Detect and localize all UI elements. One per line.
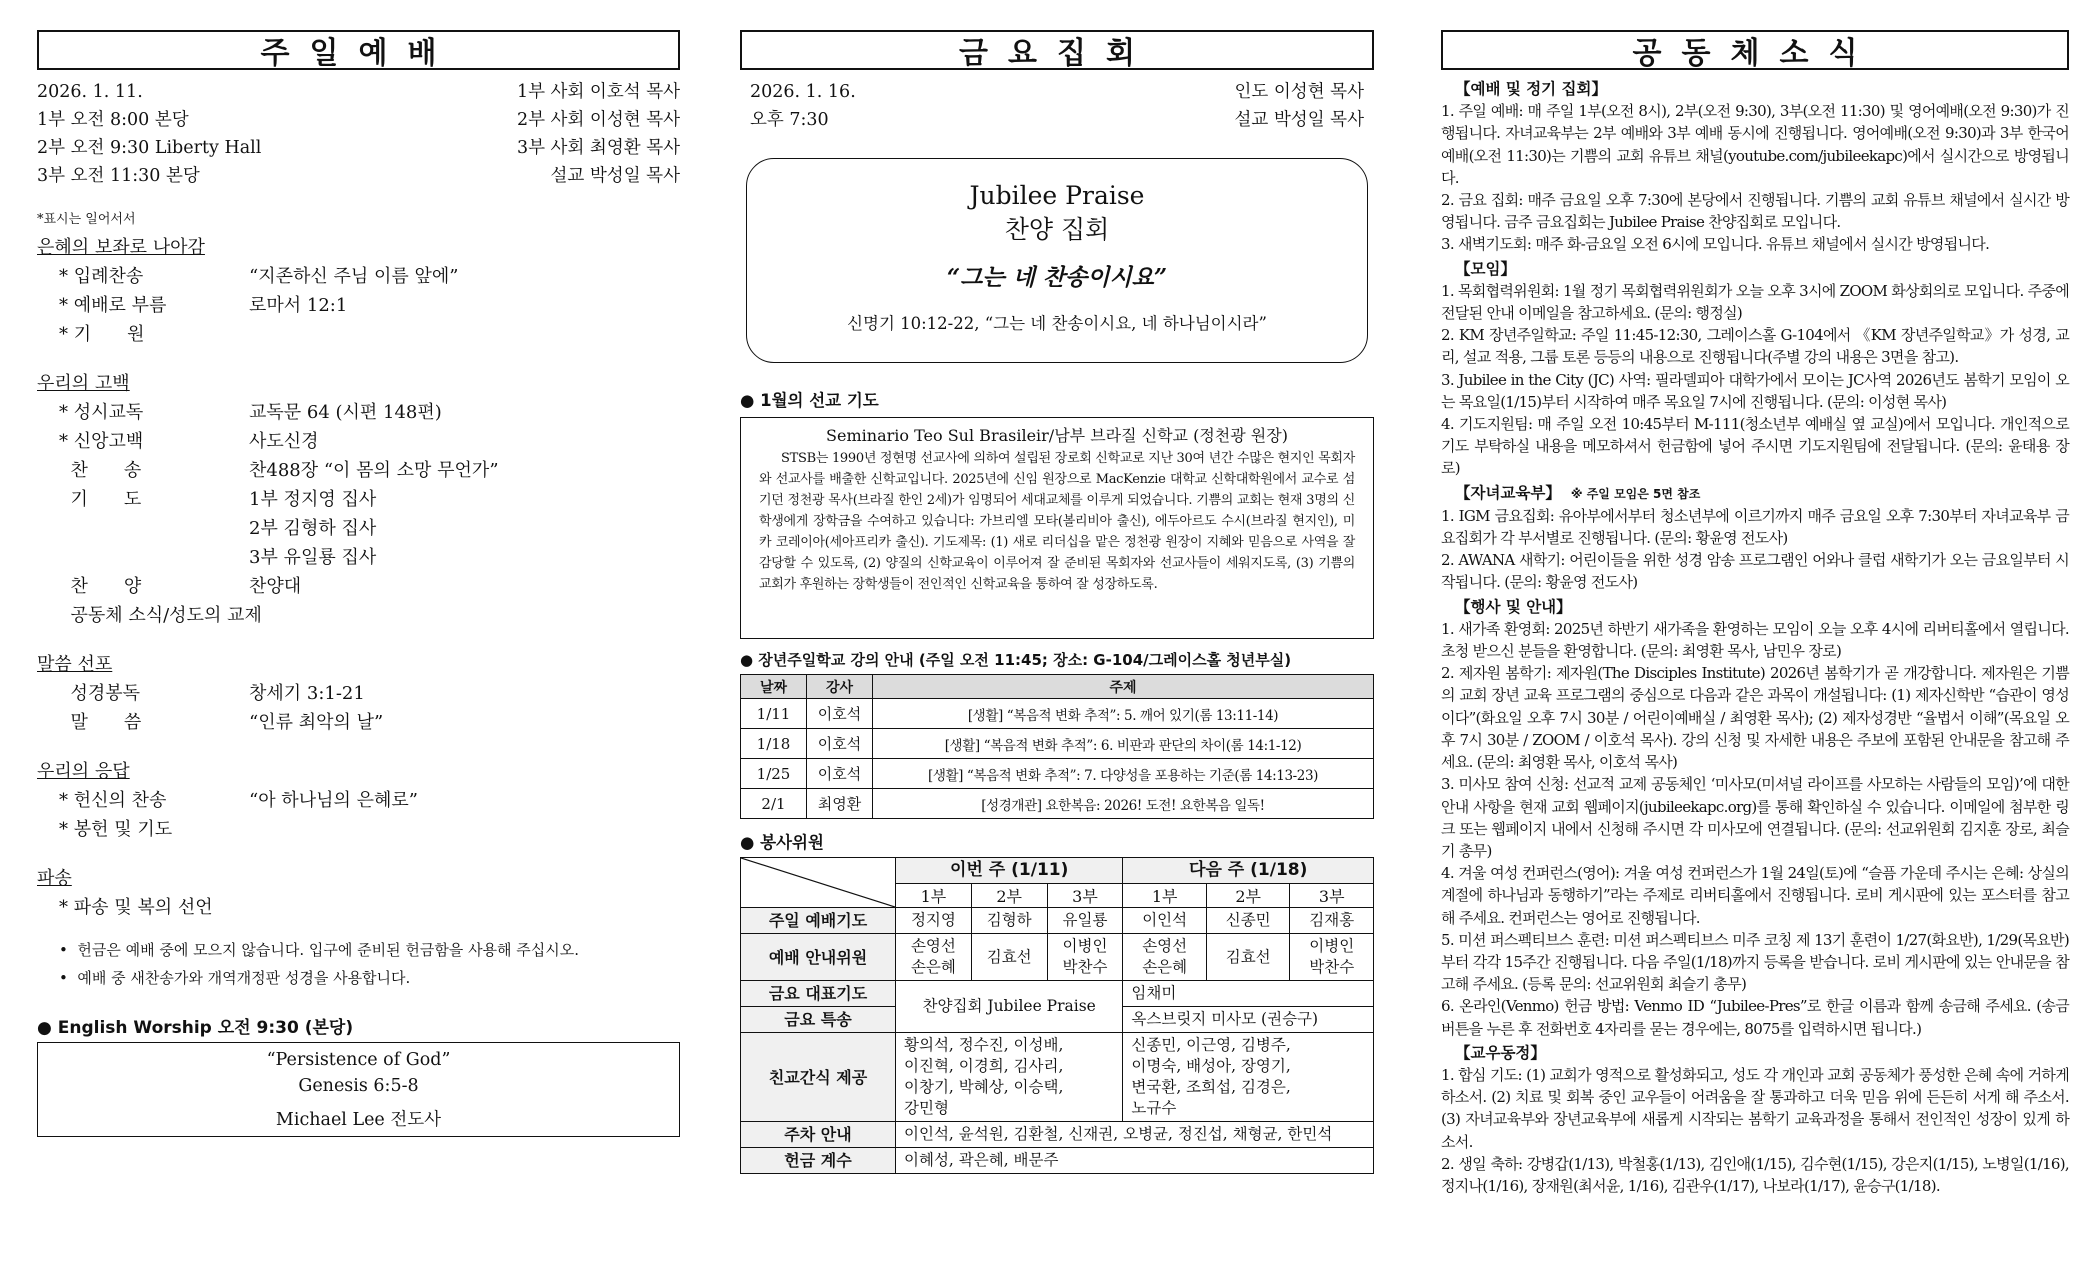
- lecture-speaker: 이호석: [807, 699, 873, 729]
- mission-heading: ● 1월의 선교 기도: [740, 391, 879, 410]
- part-header: 2부: [971, 884, 1047, 908]
- order-item-value: [249, 815, 680, 844]
- service-leaders: [517, 78, 680, 190]
- snack-row: [741, 1033, 1374, 1122]
- leader-1: 1부 사회 이호석 목사: [516, 82, 680, 102]
- parking-value: 이인석, 윤석원, 김환철, 신재권, 오병균, 정진섭, 채형균, 한민석: [896, 1122, 1374, 1148]
- lecture-date: 2/1: [741, 789, 807, 819]
- lecture-date: 1/18: [741, 729, 807, 759]
- friday-special-next: 옥스브릿지 미사모 (권승구): [1123, 1007, 1374, 1033]
- news-section-title: 【예배 및 정기 집회】: [1455, 80, 1608, 98]
- order-item-value: 찬양대: [249, 576, 302, 597]
- praise-title-ko: 찬양 집회: [1004, 215, 1110, 244]
- diagonal-line: [741, 858, 895, 907]
- order-item-label: * 성시교독: [59, 402, 144, 423]
- news-section-title: 【모임】: [1455, 259, 1516, 278]
- lecture-row: [741, 759, 1374, 789]
- snack-this: 황의석, 정수진, 이성배, 이진혁, 이경희, 김사리, 이창기, 박혜상, 이승택, 강민형: [896, 1033, 1123, 1122]
- worship-notes: [37, 936, 680, 991]
- lecture-speaker: 이호석: [807, 729, 873, 759]
- friday-preacher: 설교 박성일 목사: [1234, 110, 1364, 130]
- order-item-label: * 신앙고백: [59, 431, 144, 452]
- standing-note: *표시는 일어서서: [37, 212, 136, 227]
- order-item-value: 교독문 64 (시편 148편): [249, 402, 442, 423]
- name-cell: 이병인 박찬수: [1290, 934, 1374, 981]
- name-cell: 김재홍: [1290, 908, 1374, 934]
- worship-date: 2026. 1. 11.: [37, 82, 143, 102]
- volunteers-heading: ● 봉사위원: [740, 833, 824, 852]
- news-section-title: 【행사 및 안내】: [1455, 597, 1572, 616]
- offering-value: 이혜성, 곽은혜, 배문주: [896, 1148, 1374, 1174]
- lecture-col-speaker: 강사: [807, 675, 873, 699]
- news-item: 2. 제자원 봄학기: 제자원(The Disciples Institute) 2026년 봄학기가 곧 개강합니다. 제자원은 기쁨의 교회 장년 교육 프로그램의 중심으로 다음과 같은 과목이 개설됩니다: (1) 제자신학반 “습관이 영성이다”(화요일 오후 7시 30분 / 어린이예배실 / 최영환 목사); (2) 제자성경반 “율법서 이해”(목요일 오후 7시 30분 / ZOOM / 이호석 목사). 강의 신청 및 자세한 내용은 주보에 포함된 안내문을 참고해 주세요. (문의: 최영환 목사, 이호석 목사): [1441, 664, 2069, 772]
- order-item-value: 3부 유일룡 집사: [249, 547, 377, 568]
- parking-row: [741, 1122, 1374, 1148]
- english-verse: Genesis 6:5-8: [298, 1076, 419, 1096]
- mission-body: STSB는 1990년 정현명 선교사에 의하여 설립된 장로회 신학교로 지난 30여 년간 수많은 현지인 목회자와 선교사를 배출한 신학교입니다. 2025년에 신임 원장으로 MacKenzie 대학교 신학대학원에서 교수로 섬기던 정천광 목사(브라질 한인 2세)가 임명되어 세대교체를 이루게 되었습니다. 기쁨의 교회는 현재 3명의 신학생에게 장학금을 수여하고 있습니다: 가브리엘 모타(볼리비아 출신), 에두아르도 수시(브라질 현지인), 미카 코레이아(세아프리카 출신). 기도제목: (1) 새로 리더십을 맡은 정천광 원장이 지혜와 믿음으로 사역을 잘 감당할 수 있도록, (2) 양질의 신학교육이 이루어져 잘 준비된 목회자와 선교사들이 세워지도록, (3) 기쁨의 교회가 후원하는 장학생들이 전인적인 신학교육을 통하여 잘 성장하도록.: [759, 451, 1355, 592]
- order-item-label: 기 도: [59, 489, 142, 510]
- this-week-header: 이번 주 (1/11): [896, 858, 1123, 884]
- note-bullet: • 예배 중 새찬송가와 개역개정판 성경을 사용합니다.: [59, 969, 411, 987]
- note-bullet: • 헌금은 예배 중에 모으지 않습니다. 입구에 준비된 헌금함을 사용해 주십시오.: [59, 941, 580, 959]
- news-item: 1. IGM 금요집회: 유아부에서부터 청소년부에 이르기까지 매주 금요일 오후 7:30부터 자녀교육부 금요집회가 각 부서별로 진행됩니다. (문의: 황윤영 전도사): [1441, 506, 2069, 548]
- order-item-label: 찬 양: [59, 576, 142, 597]
- news-item: 5. 미션 퍼스펙티브스 훈련: 미션 퍼스펙티브스 미주 코칭 제 13기 훈련이 1/27(화요반), 1/29(목요반)부터 각각 15주간 진행됩니다. 다음 주일(1/18)까지 등록을 받습니다. 로비 게시판에 있는 안내문을 참고해 주세요. (등록 문의: 선교위원회 최슬기 총무): [1441, 930, 2069, 994]
- order-item-label: * 파송 및 복의 선언: [59, 897, 213, 918]
- mission-title: Seminario Teo Sul Brasileir/남부 브라질 신학교 (정천광 원장): [826, 426, 1288, 445]
- news-section-heading: [1441, 596, 2069, 618]
- order-item-value: 창세기 3:1-21: [249, 683, 365, 704]
- section-title: 말씀 선포: [37, 654, 113, 675]
- news-item: 2. AWANA 새학기: 어린이들을 위한 성경 암송 프로그램인 어와나 클럽 새학기가 오는 금요일부터 시작됩니다. (문의: 황윤영 전도사): [1441, 551, 2069, 592]
- order-item: [37, 320, 680, 349]
- lecture-speaker: 이호석: [807, 759, 873, 789]
- order-item-label: * 헌신의 찬송: [59, 790, 167, 811]
- news-item: 2. 생일 축하: 강병갑(1/13), 박철홍(1/13), 김인애(1/15), 김수현(1/15), 강은지(1/15), 노병일(1/16), 정지나(1/16), 장재원(최서윤, 1/16), 김관우(1/17), 나보라(1/17), 윤승구(1/18).: [1441, 1154, 2069, 1195]
- praise-quote: “그는 네 찬송이시요”: [946, 264, 1168, 291]
- snack-next: 신종민, 이근영, 김병주, 이명숙, 배성아, 장영기, 변국환, 조희섭, 김경은, 노규수: [1123, 1033, 1374, 1122]
- order-item-label: 말 씀: [59, 712, 142, 733]
- order-item-label: [37, 514, 249, 543]
- note-text: 헌금은 예배 중에 모으지 않습니다. 입구에 준비된 헌금함을 사용해 주십시오.: [77, 941, 580, 959]
- lecture-topic: [생활] “복음적 변화 추적”: 7. 다양성을 포용하는 기준(롬 14:13-23): [873, 759, 1374, 789]
- mission-box: [740, 417, 1374, 639]
- row-label: 헌금 계수: [741, 1148, 896, 1174]
- sunday-worship-column: [37, 30, 680, 1137]
- lecture-row: [741, 729, 1374, 759]
- row-label: 금요 특송: [741, 1007, 896, 1033]
- service-2: 2부 오전 9:30 Liberty Hall: [37, 138, 262, 158]
- news-section-note: ※ 주일 모임은 5면 참조: [1570, 486, 1701, 501]
- name-cell: 신종민: [1206, 908, 1290, 934]
- diagonal-header-cell: [741, 858, 896, 908]
- friday-special-this: 찬양집회 Jubilee Praise: [896, 981, 1123, 1033]
- name-cell: 김효선: [971, 934, 1047, 981]
- row-label: 예배 안내위원: [741, 934, 896, 981]
- news-item: 3. 미사모 참여 신청: 선교적 교제 공동체인 ‘미사모(미셔널 라이프를 사모하는 사람들의 모임)’에 대한 안내 사항을 현재 교회 웹페이지(jubileekapc.org)를 통해 확인하실 수 있습니다. 이메일에 첨부한 링크 또는 웹페이지 내에서 신청해 주시면 각 미사모에 연결됩니다. (문의: 선교위원회 김지훈 장로, 최슬기 총무): [1441, 775, 2069, 860]
- news-item: 2. KM 장년주일학교: 주일 11:45-12:30, 그레이스홀 G-104에서 《KM 장년주일학교》가 성경, 교리, 설교 적용, 그룹 토론 등등의 내용으로 진행됩니다(주별 강의 내용은 3면을 참고).: [1441, 326, 2069, 367]
- name-cell: 유일룡: [1047, 908, 1123, 934]
- sunday-worship-title: 주일예배: [37, 30, 680, 70]
- row-label: 친교간식 제공: [741, 1033, 896, 1122]
- order-item-value: 2부 김형하 집사: [249, 518, 377, 539]
- news-item: 3. Jubilee in the City (JC) 사역: 필라델피아 대학가에서 모이는 JC사역 2026년도 봄학기 모임이 오는 목요일(1/15)부터 시작하여 매주 목요일 7시에 진행됩니다. (문의: 이성현 목사): [1441, 370, 2069, 411]
- english-worship-heading: ● English Worship 오전 9:30 (본당): [37, 1018, 354, 1038]
- praise-box: [746, 158, 1368, 363]
- order-item-value: [249, 320, 680, 349]
- order-item-label: * 봉헌 및 기도: [59, 819, 173, 840]
- order-item: [37, 786, 680, 815]
- part-header: 1부: [1123, 884, 1207, 908]
- order-item: [37, 485, 680, 514]
- lecture-date: 1/11: [741, 699, 807, 729]
- news-section-heading: [1441, 482, 2069, 505]
- news-item: 1. 목회협력위원회: 1월 정기 목회협력위원회가 오늘 오후 3시에 ZOOM 화상회의로 모입니다. 주중에 전달된 안내 이메일을 참고하세요. (문의: 행정실): [1441, 281, 2069, 323]
- order-of-worship: [37, 233, 680, 922]
- english-speaker: Michael Lee 전도사: [275, 1110, 442, 1130]
- order-item: [37, 427, 680, 456]
- english-worship-box: [37, 1042, 680, 1137]
- news-section-heading: [1441, 1042, 2069, 1064]
- order-item: [37, 708, 680, 737]
- order-item: [37, 514, 680, 543]
- order-item-value: 사도신경: [249, 431, 319, 452]
- friday-gathering-column: [740, 30, 1374, 1174]
- news-section-title: 【자녀교육부】: [1455, 483, 1561, 502]
- name-cell: 김효선: [1206, 934, 1290, 981]
- order-item: [37, 679, 680, 708]
- offering-row: [741, 1148, 1374, 1174]
- order-item: [37, 291, 680, 320]
- lecture-date: 1/25: [741, 759, 807, 789]
- section-title: 파송: [37, 868, 72, 889]
- name-cell: 이병인 박찬수: [1047, 934, 1123, 981]
- order-item-value: 로마서 12:1: [249, 295, 348, 316]
- order-item: [37, 456, 680, 485]
- volunteers-table: [740, 857, 1374, 1174]
- service-1: 1부 오전 8:00 본당: [37, 110, 189, 130]
- lecture-row: [741, 699, 1374, 729]
- order-item-label: 공동체 소식/성도의 교제: [59, 605, 262, 626]
- community-news-title: 공동체소식: [1441, 30, 2069, 70]
- news-item: 2. 금요 집회: 매주 금요일 오후 7:30에 본당에서 진행됩니다. 기쁨의 교회 유튜브 채널에서 실시간 방영됩니다. 금주 금요집회는 Jubilee Praise 찬양집회로 모입니다.: [1441, 191, 2069, 232]
- order-item-value: 1부 정지영 집사: [249, 489, 377, 510]
- news-section-heading: [1441, 258, 2069, 280]
- friday-rep-row: [741, 981, 1374, 1007]
- praise-title-en: Jubilee Praise: [969, 181, 1145, 210]
- order-item: [37, 601, 680, 630]
- name-cell: 정지영: [896, 908, 972, 934]
- lecture-table: [740, 674, 1374, 819]
- lecture-speaker: 최영환: [807, 789, 873, 819]
- service-3: 3부 오전 11:30 본당: [37, 166, 200, 186]
- lecture-heading: ● 장년주일학교 강의 안내 (주일 오전 11:45; 장소: G-104/그레이스홀 청년부실): [740, 651, 1292, 669]
- news-item: 4. 기도지원팀: 매 주일 오전 10:45부터 M-111(청소년부 예배실 옆 교실)에서 모입니다. 개인적으로 기도 부탁하실 내용을 메모하셔서 헌금함에 넣어 주시면 기도지원팀에 전달됩니다. (문의: 윤태용 장로): [1441, 415, 2069, 478]
- lecture-topic: [생활] “복음적 변화 추적”: 6. 비판과 판단의 차이(롬 14:1-12): [873, 729, 1374, 759]
- news-item: 1. 새가족 환영회: 2025년 하반기 새가족을 환영하는 모임이 오늘 오후 4시에 리버티홀에서 열립니다. 초청 받으신 분들을 환영합니다. (문의: 최영환 목사, 남민우 장로): [1441, 619, 2069, 661]
- order-item-value: [249, 601, 680, 630]
- order-item-value: “아 하나님의 은혜로”: [249, 790, 418, 811]
- section-title: 우리의 응답: [37, 761, 130, 782]
- order-item-value: “지존하신 주님 이름 앞에”: [249, 266, 459, 287]
- order-item-value: 찬488장 “이 몸의 소망 무언가”: [249, 460, 499, 481]
- praise-verse: 신명기 10:12-22, “그는 네 찬송이시요, 네 하나님이시라”: [847, 314, 1267, 333]
- news-item: 3. 새벽기도회: 매주 화-금요일 오전 6시에 모입니다. 유튜브 채널에서 실시간 방영됩니다.: [1441, 235, 1990, 254]
- section-title: 우리의 고백: [37, 373, 130, 394]
- next-week-header: 다음 주 (1/18): [1123, 858, 1374, 884]
- friday-time: 오후 7:30: [750, 110, 829, 130]
- community-news-column: [1441, 30, 2069, 1197]
- lecture-topic: [성경개관] 요한복음: 2026! 도전! 요한복음 일독!: [873, 789, 1374, 819]
- row-label: 주차 안내: [741, 1122, 896, 1148]
- service-times: [37, 78, 261, 190]
- news-item: 6. 온라인(Venmo) 헌금 방법: Venmo ID “Jubilee-Pres”로 한글 이름과 함께 송금해 주세요. (송금 버튼을 누른 후 전화번호 4자리를 묻는 경우에는, 8075를 입력하시면 됩니다.): [1441, 997, 2069, 1038]
- news-section-heading: [1441, 78, 2069, 100]
- lecture-row: [741, 789, 1374, 819]
- part-header: 2부: [1206, 884, 1290, 908]
- prayer-row: [741, 908, 1374, 934]
- friday-leader: 인도 이성현 목사: [1234, 82, 1364, 102]
- order-item-label: * 입례찬송: [59, 266, 144, 287]
- leader-2: 2부 사회 이성현 목사: [516, 110, 680, 130]
- part-header: 3부: [1290, 884, 1374, 908]
- lecture-col-date: 날짜: [741, 675, 807, 699]
- name-cell: 손영선 손은혜: [1123, 934, 1207, 981]
- section-title: 은혜의 보좌로 나아감: [37, 237, 205, 258]
- friday-date: 2026. 1. 16.: [750, 82, 856, 102]
- order-item: [37, 543, 680, 572]
- lecture-col-topic: 주제: [873, 675, 1374, 699]
- lecture-topic: [생활] “복음적 변화 추적”: 5. 깨어 있기(롬 13:11-14): [873, 699, 1374, 729]
- usher-row: [741, 934, 1374, 981]
- news-body: [1441, 78, 2069, 1197]
- order-item-label: [37, 543, 249, 572]
- news-section-title: 【교우동정】: [1455, 1043, 1546, 1062]
- order-item-value: [249, 893, 680, 922]
- news-item: 1. 주일 예배: 매 주일 1부(오전 8시), 2부(오전 9:30), 3부(오전 11:30) 및 영어예배(오전 9:30)가 진행됩니다. 자녀교육부는 2부 예배와 3부 예배 동시에 진행됩니다. 영어예배(오전 9:30)과 3부 한국어 예배(오전 11:30)는 기쁨의 교회 유튜브 채널(youtube.com/jubileekapc)에서 실시간으로 방영됩니다.: [1441, 102, 2069, 187]
- leader-3: 3부 사회 최영환 목사: [516, 138, 680, 158]
- order-item-label: * 예배로 부름: [59, 295, 167, 316]
- order-item-value: “인류 최악의 날”: [249, 712, 384, 733]
- news-item: 4. 겨울 여성 컨퍼런스(영어): 겨울 여성 컨퍼런스가 1월 24일(토)에 “슬픔 가운데 주시는 은혜: 상실의 계절에 하나님과 동행하기”라는 주제로 리버티홀에서 진행됩니다. 로비 게시판에 있는 포스터를 참고해 주세요. 컨퍼런스는 영어로 진행됩니다.: [1441, 864, 2069, 927]
- friday-title: 금요집회: [740, 30, 1374, 70]
- order-item-label: * 기 원: [59, 324, 145, 345]
- order-item: [37, 893, 680, 922]
- order-item-label: 찬 송: [59, 460, 142, 481]
- order-item: [37, 262, 680, 291]
- name-cell: 김형하: [971, 908, 1047, 934]
- english-theme: “Persistence of God”: [266, 1050, 451, 1070]
- order-item: [37, 398, 680, 427]
- part-header: 1부: [896, 884, 972, 908]
- friday-rep-value: 임채미: [1123, 981, 1374, 1007]
- part-header: 3부: [1047, 884, 1123, 908]
- service-info: [37, 78, 680, 190]
- friday-info: [740, 78, 1374, 134]
- order-item: [37, 815, 680, 844]
- order-item-label: 성경봉독: [59, 683, 140, 704]
- name-cell: 손영선 손은혜: [896, 934, 972, 981]
- row-label: 주일 예배기도: [741, 908, 896, 934]
- row-label: 금요 대표기도: [741, 981, 896, 1007]
- news-item: 1. 합심 기도: (1) 교회가 영적으로 활성화되고, 성도 각 개인과 교회 공동체가 풍성한 은혜 속에 거하게 하소서. (2) 치료 및 회복 중인 교우들이 어려움을 잘 통과하고 더욱 믿음 위에 든든히 서게 해 주소서. (3) 자녀교육부와 장년교육부에 새롭게 시작되는 봄학기 교육과정을 통해서 전인적인 성장이 있게 하소서.: [1441, 1065, 2069, 1151]
- name-cell: 이인석: [1123, 908, 1207, 934]
- order-item: [37, 572, 680, 601]
- note-text: 예배 중 새찬송가와 개역개정판 성경을 사용합니다.: [77, 969, 411, 987]
- preacher: 설교 박성일 목사: [550, 166, 680, 186]
